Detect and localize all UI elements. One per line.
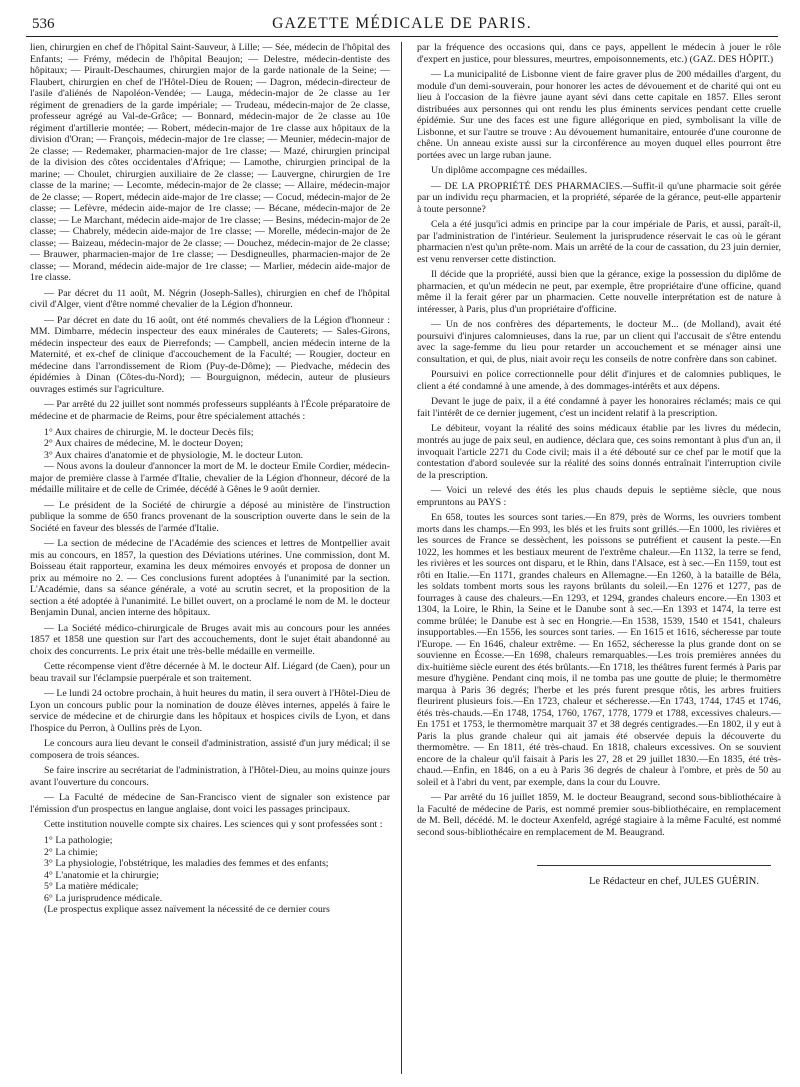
right-column-body	[417, 42, 781, 839]
right-column	[417, 42, 781, 1074]
page-header	[26, 14, 778, 37]
paragraph: Cette récompense vient d'être décernée à M. le docteur Alf. Liégard (de Caen), pour un beau travail sur l'éclampsie puerpérale et son traitement.	[30, 661, 390, 684]
journal-title: GAZETTE MÉDICALE DE PARIS.	[272, 15, 532, 32]
paragraph: Devant le juge de paix, il a été condamné à payer les honoraires réclamés; mais ce qui fait l'intérêt de ce dernier jugement, c'est un incident relatif à la prescription.	[417, 396, 781, 419]
paragraph: (Le prospectus explique assez naïvement la nécessité de ce dernier cours	[44, 904, 330, 916]
paragraph: Il décide que la propriété, aussi bien que la gérance, exige la possession du diplôme de pharmacien, et qu'un médecin ne peut, par exemple, être propriétaire d'une officine, quand même il la ferait gérer par un pharmacien. Cette nouvelle interprétation est de nature à intéresser, à Paris, plus d'un propriétaire d'officine.	[417, 269, 781, 315]
paragraph: Le concours aura lieu devant le conseil d'administration, assisté d'un jury médical; il se composera de trois séances.	[30, 738, 390, 761]
paragraph: — Par décret en date du 16 août, ont été nommés chevaliers de la Légion d'honneur : MM. Dimbarre, médecin inspecteur des eaux minérales de Cauterets; — Sales-Girons, médecin inspecteur des eaux de Pierrefonds; — Campbell, ancien médecin interne de la Maternité, et ex-chef de clinique d'accouchement de la Faculté; — Rougier, docteur en médecine dans l'arrondissement de Riom (Puy-de-Dôme); — Piedvache, médecin des épidémies à Dinan (Côtes-du-Nord); — Bourguignon, médecin, auteur de plusieurs ouvrages estimés sur l'agriculture.	[30, 314, 390, 395]
list-item: 4° L'anatomie et la chirurgie;	[44, 869, 159, 881]
paragraph: — Nous avons la douleur d'annoncer la mort de M. le docteur Emile Cordier, médecin-major de première classe à l'armée d'Italie, chevalier de la Légion d'honneur, décoré de la médaille militaire et de celle de Crimée, décédé à Gênes le 9 août dernier.	[30, 461, 390, 496]
column-divider	[401, 42, 402, 1074]
list-item: 6° La jurisprudence médicale.	[44, 892, 163, 904]
paragraph: — La municipalité de Lisbonne vient de faire graver plus de 200 médailles d'argent, du module d'un demi-souverain, pour honorer les actes de dévouement et de charité qui ont eu lieu à l'occasion de la fièvre jaune ayant sévi dans cette capitale en 1857. Elles seront distribuées aux personnes qui ont rendu les plus éminents services pendant cette cruelle épidémie. Sur une des faces est une figure allégorique en pied, symbolisant la ville de Lisbonne, et sur l'autre se trouve : Au dévouement humanitaire, entourée d'une couronne de chêne. Un anneau existe aussi sur la circonférence au moyen duquel elles pourront être portées avec un large ruban jaune.	[417, 69, 781, 161]
paragraph: — Par arrêté du 22 juillet sont nommés professeurs suppléants à l'École préparatoire de médecine et de pharmacie de Reims, pour être spécialement attachés :	[30, 399, 390, 422]
paragraph: En 658, toutes les sources sont taries.—En 879, près de Worms, les ouvriers tombent morts dans les champs.—En 993, les blés et les fruits sont grillés.—En 1000, les rivières et les sources de France se dessèchent, les poissons se putréfient et causent la peste.—En 1022, les hommes et les bestiaux meurent de l'extrême chaleur.—En 1132, la terre se fend, les rivières et les sources ont disparu, et le Rhin, dans l'Alsace, est à sec.—En 1159, tout est rôti en Italie.—En 1171, grandes chaleurs en Allemagne.—En 1260, à la bataille de Béla, les soldats tombent morts sous les rayons brûlants du soleil.—En 1276 et 1277, pas de fourrages à cause des chaleurs.—En 1293, et 1294, grandes chaleurs encore.—En 1303 et 1304, la Loire, le Rhin, la Seine et le Danube sont à sec.—En 1393 et 1474, la terre est comme brûlée; le Danube est à sec en Hongrie.—En 1538, 1539, 1540 et 1541, chaleurs insupportables.—En 1556, les sources sont taries. — En 1615 et 1616, sécheresse par toute l'Europe. — En 1646, chaleur extrême. — En 1652, sécheresse la plus grande dont on se souvienne en Écosse.—En 1698, chaleurs remarquables.—Les trois premières années du dix-huitième siècle eurent des étés brûlants.—En 1718, les théâtres furent fermés à Paris par mesure d'hygiène. Pendant cinq mois, il ne tomba pas une goutte de pluie; le thermomètre marqua à Paris 36 degrés; l'herbe et les prés furent presque rôtis, les arbres fruitiers fleurirent plusieurs fois.—En 1723, chaleur et sécheresse.—En 1743, 1744, 1745 et 1746, étés très-chauds.—En 1748, 1754, 1760, 1767, 1778, 1779 et 1788, excessives chaleurs.—En 1751 et 1753, le thermomètre marquait 37 et 38 degrés centigrades.—En 1802, il y eut à Paris la plus grande chaleur qui ait jamais été observée depuis la découverte du thermomètre. — En 1811, été très-chaud. En 1818, chaleurs excessives. On se souvient encore de la chaleur qu'il faisait à Paris les 27, 28 et 29 juillet 1830.—En 1835, été très-chaud.—Enfin, en 1846, on a eu à Paris 36 degrés de chaleur à l'ombre, et près de 50 au soleil et à l'abri du vent, par exemple, dans la cour du Louvre.	[417, 512, 781, 788]
paragraph: — Un de nos confrères des départements, le docteur M... (de Molland), avait été poursuivi d'injures calomnieuses, dans la rue, par un client qui l'accusait de s'être entendu avec la sage-femme du lieu pour retarder un accouchement et se ménager ainsi une consultation, et qui, de plus, niait avoir reçu les conseils de notre confrère dans son cabinet.	[417, 319, 781, 365]
paragraph: lien, chirurgien en chef de l'hôpital Saint-Sauveur, à Lille; — Sée, médecin de l'hôpital des Enfants; — Frémy, médecin de l'hôpital Beaujon; — Delestre, médecin-dentiste des hôpitaux; — Pirault-Deschaumes, chirurgien major de la garde nationale de la Seine; — Flaubert, chirurgien en chef de l'Hôtel-Dieu de Rouen; — Dagron, médecin-directeur de l'asile d'aliénés de Napoléon-Vendée; — Lauga, médecin-major de 2e classe au 1er régiment de grenadiers de la garde impériale; — Trudeau, médecin-major de 2e classe, professeur agrégé au Val-de-Grâce; — Bonnard, médecin-major de 2e classe au 10e régiment d'artillerie montée; — Robert, médecin-major de 1re classe aux hôpitaux de la division d'Oran; — François, médecin-major de 1re classe; — Meunier, médecin-major de 2e classe; — Redemaker, pharmacien-major de 1re classe; — Mazé, chirurgien principal de la division des côtes occidentales d'Afrique; — Lamothe, chirurgien principal de la marine; — Choulet, chirurgien auxiliaire de 2e classe; — Lauvergne, chirurgien de 1re classe de la marine; — Lecomte, médecin-major de 2e classe; — Allaire, médecin-major de 2e classe; — Ropert, médecin aide-major de 1re classe; — Cocud, médecin-major de 2e classe; — Lefèvre, médecin aide-major de 1re classe; — Bécane, médecin-major de 2e classe; — Le Marchant, médecin aide-major de 1re classe; — Besins, médecin-major de 2e classe; — Chabrely, médecin aide-major de 1re classe; — Morelle, médecin-major de 2e classe; — Baizeau, médecin-major de 2e classe; — Douchez, médecin-major de 2e classe; — Brauwer, pharmacien-major de 1re classe; — Desdigneulles, pharmacien-major de 2e classe; — Morand, médecin aide-major de 1re classe; — Marlier, médecin aide-major de 1re classe.	[30, 42, 390, 284]
paragraph: — La Faculté de médecine de San-Francisco vient de signaler son existence par l'émission d'un prospectus en langue anglaise, dont voici les passages principaux.	[30, 792, 390, 815]
signature-rule	[537, 865, 771, 866]
paragraph: Un diplôme accompagne ces médailles.	[431, 165, 588, 177]
editor-signature: Le Rédacteur en chef, JULES GUÉRIN.	[589, 875, 759, 887]
page-number: 536	[32, 16, 55, 32]
list-item: 3° Aux chaires d'anatomie et de physiologie, M. le docteur Luton.	[44, 449, 304, 461]
paragraph: Le débiteur, voyant la réalité des soins médicaux établie par les livres du médecin, montrés au juge de paix seul, en audience, déclara que, ces soins remontant à plus d'un an, il invoquait l'article 2271 du Code civil; mais il a été débouté sur ce chef par le motif que la contestation d'abord soulevée sur la réalité des soins donnés entraînait l'interruption civile de la prescription.	[417, 423, 781, 481]
list-item: 1° Aux chaires de chirurgie, M. le docteur Decès fils;	[44, 426, 254, 438]
list-item: 1° La pathologie;	[44, 835, 113, 846]
list-item: 3° La physiologie, l'obstétrique, les maladies des femmes et des enfants;	[44, 858, 329, 870]
paragraph: — La Société médico-chirurgicale de Bruges avait mis au concours pour les années 1857 et 1858 une question sur l'art des accouchements, dont le sujet était abandonné au choix des concurrents. Le prix était une très-belle médaille en vermeille.	[30, 622, 390, 657]
list-item: 2° La chimie;	[44, 846, 98, 858]
paragraph: — Le président de la Société de chirurgie a déposé au ministère de l'instruction publique la somme de 650 francs provenant de la souscription ouverte dans le sein de la Société en faveur des blessés de l'armée d'Italie.	[30, 499, 390, 534]
paragraph: — La section de médecine de l'Académie des sciences et lettres de Montpellier avait mis au concours, en 1857, la question des Déviations utérines. Une commission, dont M. Boisseau était rapporteur, examina les deux mémoires envoyés et proposa de donner un prix au mémoire no 2. — Ces conclusions furent adoptées à l'unanimité par la section. L'Académie, dans sa séance générale, a voté au scrutin secret, et la proposition de la section a été adoptée à l'unanimité. Le billet ouvert, on a proclamé le nom de M. le docteur Benjamin Dunal, ancien interne des hôpitaux.	[30, 538, 390, 619]
paragraph: — Par arrêté du 16 juillet 1859, M. le docteur Beaugrand, second sous-bibliothécaire à la Faculté de médecine de Paris, est nommé premier sous-bibliothécaire, en remplacement de M. Bell, décédé. M. le docteur Axenfeld, agrégé stagiaire à la même Faculté, est nommé second sous-bibliothécaire en remplacement de M. Beaugrand.	[417, 792, 781, 838]
paragraph: Cette institution nouvelle compte six chaires. Les sciences qui y sont professées sont :	[44, 819, 383, 831]
left-column	[30, 42, 390, 1074]
paragraph: — Voici un relevé des étés les plus chauds depuis le septième siècle, que nous empruntons au PAYS :	[417, 485, 781, 508]
paragraph: — DE LA PROPRIÉTÉ DES PHARMACIES.—Suffit-il qu'une pharmacie soit gérée par un individu reçu pharmacien, et la propriété, séparée de la gérance, peut-elle appartenir à toute personne?	[417, 180, 781, 215]
list-item: 5° La matière médicale;	[44, 881, 139, 893]
paragraph: — Le lundi 24 octobre prochain, à huit heures du matin, il sera ouvert à l'Hôtel-Dieu de Lyon un concours public pour la nomination de douze élèves internes, appelés à faire le service de médecine et de chirurgie dans les hôpitaux et hospices civils de Lyon, et dans l'hospice du Perron, à Oullins près de Lyon.	[30, 688, 390, 734]
paragraph: Cela a été jusqu'ici admis en principe par la cour impériale de Paris, et aussi, paraît-il, par l'administration de l'intérieur. Seulement la jurisprudence réservait le cas où le gérant pharmacien n'est qu'un prête-nom. Mais un arrêté de la cour de cassation, du 23 juin dernier, est venu renverser cette distinction.	[417, 219, 781, 265]
paragraph: Poursuivi en police correctionnelle pour délit d'injures et de calomnies publiques, le client a été condamné à une amende, à des dommages-intérêts et aux dépens.	[417, 369, 781, 392]
list-item: 2° Aux chaires de médecine, M. le docteur Doyen;	[44, 438, 244, 450]
paragraph: par la fréquence des occasions qui, dans ce pays, appellent le médecin à jouer le rôle d'expert en justice, pour blessures, meurtres, empoisonnements, etc.) (GAZ. DES HÔPIT.)	[417, 42, 781, 65]
paragraph: Se faire inscrire au secrétariat de l'administration, à l'Hôtel-Dieu, au moins quinze jours avant l'ouverture du concours.	[30, 765, 390, 788]
paragraph: — Par décret du 11 août, M. Négrin (Joseph-Salles), chirurgien en chef de l'hôpital civil d'Alger, vient d'être nommé chevalier de la Légion d'honneur.	[30, 287, 390, 311]
